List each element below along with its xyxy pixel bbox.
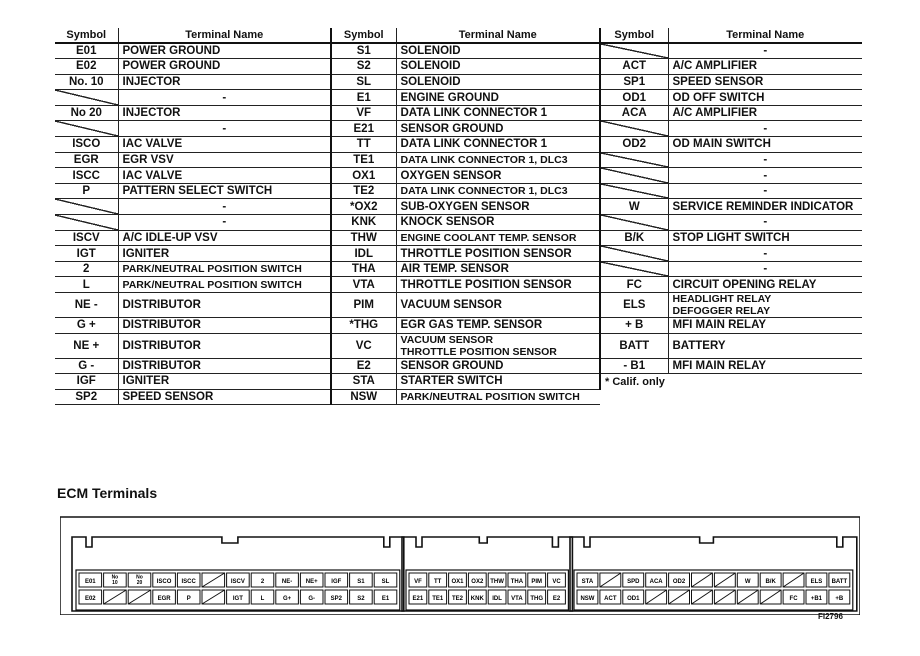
pin-label: ISCC [181,579,196,585]
terminal-name-cell: STARTER SWITCH [396,374,600,390]
empty-symbol-cell [600,183,668,199]
table-row [55,43,862,59]
symbol-cell: NE - [55,293,118,318]
terminal-name-cell: MFI MAIN RELAY [668,318,862,334]
connector-1 [72,537,404,611]
terminal-name-cell: SUB-OXYGEN SENSOR [396,199,600,215]
pin-label: OX1 [451,579,464,585]
terminal-name-cell: MFI MAIN RELAY [668,358,862,374]
table-body [55,43,862,405]
symbol-cell: SP1 [600,74,668,90]
terminal-name-cell: SPEED SENSOR [668,74,862,90]
pin-label: P [186,596,191,602]
symbol-cell: VF [331,105,396,121]
symbol-cell: W [600,199,668,215]
terminal-name-cell: SERVICE REMINDER INDICATOR [668,199,862,215]
pin-label: OD2 [672,579,686,585]
pin-label: NSW [580,596,595,602]
terminal-name-cell: A/C AMPLIFIER [668,59,862,75]
terminal-name-cell: DATA LINK CONNECTOR 1, DLC3 [396,183,600,199]
table-row [55,230,862,246]
table-row [55,374,862,390]
terminal-name-cell: PARK/NEUTRAL POSITION SWITCH [396,389,600,405]
pin-label: ELS [810,579,823,585]
pin-label: TT [434,579,442,585]
table-row [55,90,862,106]
table-row [55,183,862,199]
terminal-name-cell: OD MAIN SWITCH [668,137,862,153]
terminal-name-cell: DATA LINK CONNECTOR 1, DLC3 [396,152,600,168]
pin-label: THW [490,579,504,585]
symbol-cell: B/K [600,230,668,246]
terminal-name-cell: DISTRIBUTOR [118,293,331,318]
symbol-cell: TT [331,137,396,153]
terminal-name-cell: IGNITER [118,374,331,390]
terminal-name-cell: IAC VALVE [118,137,331,153]
pin-label: SPD [627,579,640,585]
symbol-cell: VTA [331,277,396,293]
symbol-cell: IGT [55,246,118,262]
symbol-cell: THA [331,261,396,277]
pin-label: EGR [157,596,171,602]
symbol-cell: TE2 [331,183,396,199]
table-row [55,59,862,75]
empty-symbol-cell [600,246,668,262]
pin-label: OD1 [627,596,640,602]
table-row [55,246,862,262]
empty-symbol-cell [600,43,668,59]
terminal-name-cell: POWER GROUND [118,43,331,59]
symbol-cell: S2 [331,59,396,75]
empty-symbol-cell [55,215,118,231]
terminal-name-cell: DATA LINK CONNECTOR 1 [396,105,600,121]
pin-label: THA [510,579,524,585]
symbol-cell: *THG [331,318,396,334]
table-header-row [55,28,862,43]
terminal-table-container [55,28,862,405]
pin-label: B/K [765,579,776,585]
table-row [55,293,862,318]
empty-symbol-cell [55,199,118,215]
symbol-cell: E21 [331,121,396,137]
pin-label: TE2 [451,596,464,602]
symbol-cell: L [55,277,118,293]
terminal-name-cell: INJECTOR [118,105,331,121]
pin-label: FC [789,596,798,602]
header-terminal-name-3: Terminal Name [668,28,862,43]
symbol-cell: FC [600,277,668,293]
connector-3 [570,537,857,611]
empty-symbol-cell [600,152,668,168]
pin-label: E21 [412,596,424,602]
pin-label: ISCO [156,579,172,585]
pin-label: E2 [552,596,561,602]
pin-label: VF [414,579,422,585]
empty-symbol-cell [55,90,118,106]
figure-id: FI2796 [818,612,843,621]
symbol-cell: THW [331,230,396,246]
ecm-connector-diagram [60,515,860,615]
empty-symbol-cell [600,121,668,137]
pin-label: VTA [511,596,523,602]
terminal-name-cell: SOLENOID [396,59,600,75]
table-row [55,318,862,334]
pin-label: TE1 [432,596,444,602]
table-row [55,358,862,374]
symbol-cell: E01 [55,43,118,59]
terminal-name-cell: CIRCUIT OPENING RELAY [668,277,862,293]
symbol-cell: S1 [331,43,396,59]
pin-label: E1 [381,596,390,602]
symbol-cell: BATT [600,333,668,358]
empty-symbol-cell [55,121,118,137]
terminal-name-cell: - [118,121,331,137]
terminal-name-cell: A/C AMPLIFIER [668,105,862,121]
pin-label: STA [581,579,594,585]
symbol-cell: G + [55,318,118,334]
terminal-name-cell: SOLENOID [396,43,600,59]
symbol-cell: ACA [600,105,668,121]
symbol-cell: 2 [55,261,118,277]
terminal-name-cell: A/C IDLE-UP VSV [118,230,331,246]
symbol-cell: ISCV [55,230,118,246]
terminal-name-cell: THROTTLE POSITION SENSOR [396,277,600,293]
table-row [55,333,862,358]
symbol-cell: - B1 [600,358,668,374]
terminal-name-cell: PARK/NEUTRAL POSITION SWITCH [118,261,331,277]
table-row [55,105,862,121]
pin-label: E02 [84,596,96,602]
symbol-cell: TE1 [331,152,396,168]
terminal-name-cell: DATA LINK CONNECTOR 1 [396,137,600,153]
terminal-name-cell: OD OFF SWITCH [668,90,862,106]
terminal-name-cell: POWER GROUND [118,59,331,75]
terminal-name-cell: THROTTLE POSITION SENSOR [396,246,600,262]
pin-label: IGF [331,579,342,585]
pin-label: 2 [260,579,265,585]
terminal-name-cell: - [668,183,862,199]
pin-label: BATT [831,579,848,585]
header-terminal-name-1: Terminal Name [118,28,331,43]
symbol-cell: ELS [600,293,668,318]
terminal-name-cell: INJECTOR [118,74,331,90]
terminal-name-cell: IAC VALVE [118,168,331,184]
terminal-name-cell: - [668,215,862,231]
pin-label: +B1 [810,596,823,602]
terminal-name-cell: OXYGEN SENSOR [396,168,600,184]
terminal-name-cell: EGR GAS TEMP. SENSOR [396,318,600,334]
table-row [55,261,862,277]
terminal-name-cell: DISTRIBUTOR [118,358,331,374]
symbol-cell: ISCC [55,168,118,184]
terminal-name-cell: - [118,199,331,215]
symbol-cell: G - [55,358,118,374]
terminal-name-cell: - [668,261,862,277]
calif-note: * Calif. only [600,374,862,390]
terminal-name-cell: BATTERY [668,333,862,358]
pin-label: IDL [492,596,502,602]
pin-label: ACT [604,596,617,602]
table-row [55,215,862,231]
pin-label: SL [381,579,390,585]
header-symbol-3: Symbol [600,28,668,43]
pin-label: ISCV [230,579,245,585]
table-row [55,137,862,153]
symbol-cell: OD1 [600,90,668,106]
pin-label: No 20 [136,574,143,586]
symbol-cell: OD2 [600,137,668,153]
pin-label: VC [552,579,561,585]
table-row [55,74,862,90]
terminal-name-cell: - [668,152,862,168]
symbol-cell: E2 [331,358,396,374]
terminal-name-cell: AIR TEMP. SENSOR [396,261,600,277]
terminal-name-cell: DISTRIBUTOR [118,333,331,358]
empty-symbol-cell [600,168,668,184]
symbol-cell: NE + [55,333,118,358]
terminal-name-cell: PATTERN SELECT SWITCH [118,183,331,199]
terminal-name-cell: VACUUM SENSOR [396,293,600,318]
connector-housing [402,537,572,611]
pin-label: L [260,596,265,602]
terminal-table [55,28,862,405]
terminal-name-cell: ENGINE GROUND [396,90,600,106]
header-symbol-1: Symbol [55,28,118,43]
table-row [55,152,862,168]
symbol-cell: SL [331,74,396,90]
symbol-cell: ISCO [55,137,118,153]
connector-2 [402,537,572,611]
header-symbol-2: Symbol [331,28,396,43]
terminal-name-cell: STOP LIGHT SWITCH [668,230,862,246]
symbol-cell: SP2 [55,389,118,405]
ecm-terminals-title: ECM Terminals [57,485,158,501]
pin-label: No 10 [111,574,119,586]
terminal-name-cell: - [668,168,862,184]
symbol-cell: OX1 [331,168,396,184]
symbol-cell: KNK [331,215,396,231]
terminal-name-cell: EGR VSV [118,152,331,168]
symbol-cell: IGF [55,374,118,390]
pin-label: KNK [470,596,484,602]
terminal-name-cell: DISTRIBUTOR [118,318,331,334]
pin-label: IGT [232,596,243,602]
terminal-name-cell: HEADLIGHT RELAY DEFOGGER RELAY [668,293,862,318]
table-row [55,389,862,405]
pin-label: S2 [357,596,365,602]
terminal-name-cell: ENGINE COOLANT TEMP. SENSOR [396,230,600,246]
symbol-cell: E1 [331,90,396,106]
pin-label: E01 [84,579,96,585]
terminal-name-cell: SOLENOID [396,74,600,90]
symbol-cell: STA [331,374,396,390]
symbol-cell: E02 [55,59,118,75]
table-row [55,199,862,215]
pin-label: NE- [281,579,293,585]
terminal-name-cell: SPEED SENSOR [118,389,331,405]
blank-cell [600,389,862,405]
terminal-name-cell: - [118,90,331,106]
table-row [55,121,862,137]
table-row [55,277,862,293]
symbol-cell: No 20 [55,105,118,121]
terminal-name-cell: KNOCK SENSOR [396,215,600,231]
symbol-cell: No. 10 [55,74,118,90]
terminal-name-cell: - [118,215,331,231]
pin-label: G- [308,596,316,602]
table-row [55,168,862,184]
symbol-cell: + B [600,318,668,334]
empty-symbol-cell [600,261,668,277]
symbol-cell: *OX2 [331,199,396,215]
header-terminal-name-2: Terminal Name [396,28,600,43]
symbol-cell: IDL [331,246,396,262]
pin-label: NE+ [305,579,318,585]
symbol-cell: ACT [600,59,668,75]
terminal-name-cell: - [668,43,862,59]
pin-label: OX2 [471,579,484,585]
symbol-cell: PIM [331,293,396,318]
pin-label: S1 [357,579,365,585]
empty-symbol-cell [600,215,668,231]
terminal-name-cell: PARK/NEUTRAL POSITION SWITCH [118,277,331,293]
terminal-name-cell: IGNITER [118,246,331,262]
terminal-name-cell: VACUUM SENSOR THROTTLE POSITION SENSOR [396,333,600,358]
terminal-name-cell: SENSOR GROUND [396,358,600,374]
symbol-cell: EGR [55,152,118,168]
pin-label: W [744,579,751,585]
pin-label: PIM [531,579,543,585]
symbol-cell: P [55,183,118,199]
symbol-cell: NSW [331,389,396,405]
pin-label: G+ [283,596,292,602]
pin-label: THG [530,596,544,602]
pin-label: +B [835,596,844,602]
terminal-name-cell: SENSOR GROUND [396,121,600,137]
terminal-name-cell: - [668,246,862,262]
pin-label: SP2 [330,596,342,602]
terminal-name-cell: - [668,121,862,137]
symbol-cell: VC [331,333,396,358]
pin-label: ACA [649,579,663,585]
